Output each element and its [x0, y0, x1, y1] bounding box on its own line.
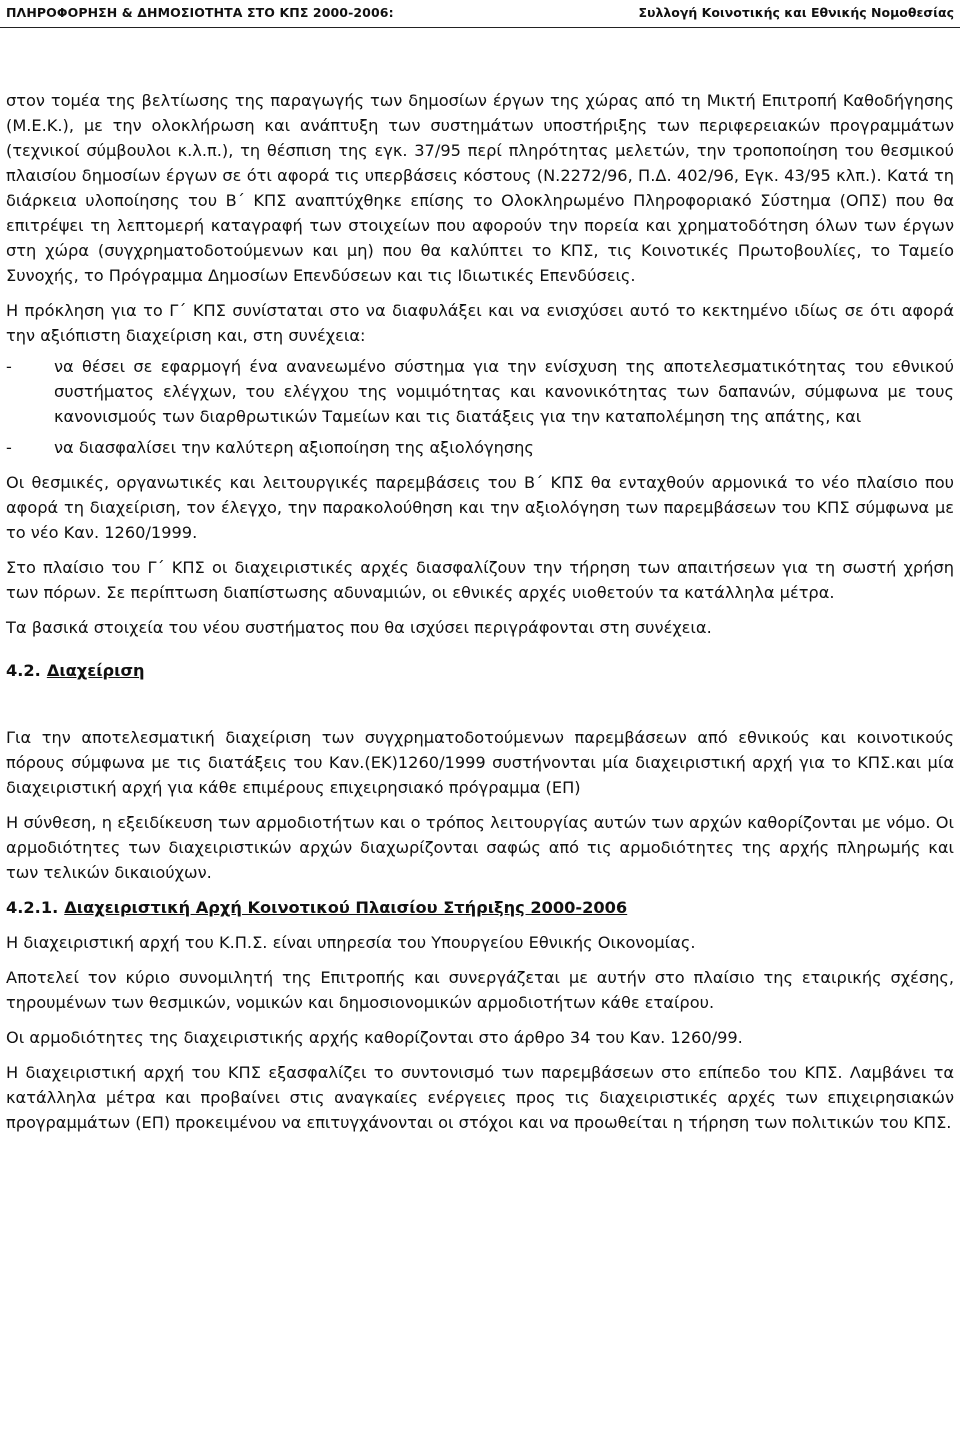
list-item [6, 354, 954, 429]
list-item-text: να θέσει σε εφαρμογή ένα ανανεωμένο σύστημα για την ενίσχυση της αποτελεσματικότητας του εθνικού συστήματος ελέγχων, του ελέγχου της νομιμότητας και κανονικότητας των δαπανών, σύμφωνα με τους κανονισμούς των διαρθρωτικών Ταμείων και τις διατάξεις για την καταπολέμηση της απάτης, και [54, 357, 954, 426]
section-title: Διαχείριση [46, 661, 145, 680]
paragraph-partnership: Αποτελεί τον κύριο συνομιλητή της Επιτροπής και συνεργάζεται με αυτήν στο πλαίσιο της εταιρικής σχέσης, τηρουμένων των θεσμικών, νομικών και δημοσιονομικών αρμοδιοτήτων κάθε εταίρου. [6, 968, 954, 1012]
paragraph-competences: Οι αρμοδιότητες της διαχειριστικής αρχής καθορίζονται στο άρθρο 34 του Καν. 1260/99. [6, 1028, 743, 1047]
paragraph-composition: Η σύνθεση, η εξειδίκευση των αρμοδιοτήτων και ο τρόπος λειτουργίας αυτών των αρχών καθορίζονται με νόμο. Οι αρμοδιότητες των διαχειριστικών αρχών διαχωρίζονται σαφώς από τις αρμοδιότητες της αρχής πληρωμής και των τελικών δικαιούχων. [6, 813, 954, 882]
paragraph-interventions: Οι θεσμικές, οργανωτικές και λειτουργικές παρεμβάσεις του Β΄ ΚΠΣ θα ενταχθούν αρμονικά το νέο πλαίσιο που αφορά τη διαχείριση, τον έλεγχο, την παρακολούθηση και την αξιολόγηση των παρεμβάσεων του ΚΠΣ σύμφωνα με το νέο Καν. 1260/1999. [6, 473, 954, 542]
objectives-list [6, 354, 954, 460]
subsection-title: Διαχειριστική Αρχή Κοινοτικού Πλαισίου Στήριξης 2000-2006 [64, 898, 628, 917]
paragraph-management-authorities: Στο πλαίσιο του Γ΄ ΚΠΣ οι διαχειριστικές αρχές διασφαλίζουν την τήρηση των απαιτήσεων για τη σωστή χρήση των πόρων. Σε περίπτωση διαπίστωσης αδυναμιών, οι εθνικές αρχές υιοθετούν τα κατάλληλα μέτρα. [6, 558, 954, 602]
header-publication-title: ΠΛΗΡΟΦΟΡΗΣΗ & ΔΗΜΟΣΙΟΤΗΤΑ ΣΤΟ ΚΠΣ 2000-2006: [6, 5, 394, 20]
section-number: 4.2. [6, 661, 41, 680]
list-item-text: να διασφαλίσει την καλύτερη αξιοποίηση της αξιολόγησης [54, 438, 534, 457]
paragraph-coordination: Η διαχειριστική αρχή του ΚΠΣ εξασφαλίζει το συντονισμό των παρεμβάσεων στο επίπεδο του ΚΠΣ. Λαμβάνει τα κατάλληλα μέτρα και προβαίνει στις αναγκαίες ενέργειες προς τις διαχειριστικές αρχές των επιχειρησιακών προγραμμάτων (ΕΠ) προκειμένου να επιτυγχάνονται οι στόχοι και να προωθείται η τήρηση των πολιτικών του ΚΠΣ. [6, 1063, 954, 1132]
paragraph-challenge: Η πρόκληση για το Γ΄ ΚΠΣ συνίσταται στο να διαφυλάξει και να ενισχύσει αυτό το κεκτημένο ιδίως σε ότι αφορά την αξιόπιστη διαχείριση και, στη συνέχεια: [6, 301, 954, 345]
list-item [6, 435, 954, 460]
page-header [0, 0, 960, 28]
list-dash: - [6, 438, 12, 457]
paragraph-effective-management: Για την αποτελεσματική διαχείριση των συγχρηματοδοτούμενων παρεμβάσεων από εθνικούς και κοινοτικούς πόρους σύμφωνα με τις διατάξεις του Καν.(ΕΚ)1260/1999 συστήνονται μία διαχειριστική αρχή για το ΚΠΣ.και μία διαχειριστική αρχή για κάθε επιμέρους επιχειρησιακό πρόγραμμα (ΕΠ) [6, 728, 954, 797]
header-collection-title: Συλλογή Κοινοτικής και Εθνικής Νομοθεσίας [638, 5, 954, 20]
section-heading-management [6, 658, 954, 683]
list-dash: - [6, 357, 12, 376]
paragraph-intro: στον τομέα της βελτίωσης της παραγωγής των δημοσίων έργων της χώρας από τη Μικτή Επιτροπή Καθοδήγησης (Μ.Ε.Κ.), με την ολοκλήρωση και ανάπτυξη των συστημάτων υποστήριξης των περιφερειακών προγραμμάτων (τεχνικοί σύμβουλοι κ.λ.π.), τη θέσπιση της εγκ. 37/95 περί πληρότητας μελετών, την τροποποίηση του θεσμικού πλαισίου δημοσίων έργων σε ότι αφορά τις υπερβάσεις κόστους (Ν.2272/96, Π.Δ. 402/96, Εγκ. 43/95 κλπ.). Κατά τη διάρκεια υλοποίησης του Β΄ ΚΠΣ αναπτύχθηκε επίσης το Ολοκληρωμένο Πληροφοριακό Σύστημα (ΟΠΣ) που θα επιτρέψει τη λεπτομερή καταγραφή των στοιχείων που αφορούν την πορεία και χρηματοδότηση όλων των έργων στη χώρα (συγχρηματοδοτούμενων και μη) που θα καλύπτει το ΚΠΣ, τις Κοινοτικές Πρωτοβουλίες, το Ταμείο Συνοχής, το Πρόγραμμα Δημοσίων Επενδύσεων και τις Ιδιωτικές Επενδύσεις. [6, 91, 954, 285]
subsection-number: 4.2.1. [6, 898, 59, 917]
paragraph-ministry: Η διαχειριστική αρχή του Κ.Π.Σ. είναι υπηρεσία του Υπουργείου Εθνικής Οικονομίας. [6, 933, 696, 952]
document-body [6, 88, 954, 1145]
paragraph-system-overview: Τα βασικά στοιχεία του νέου συστήματος που θα ισχύσει περιγράφονται στη συνέχεια. [6, 618, 712, 637]
subsection-heading-csf-authority [6, 895, 954, 920]
